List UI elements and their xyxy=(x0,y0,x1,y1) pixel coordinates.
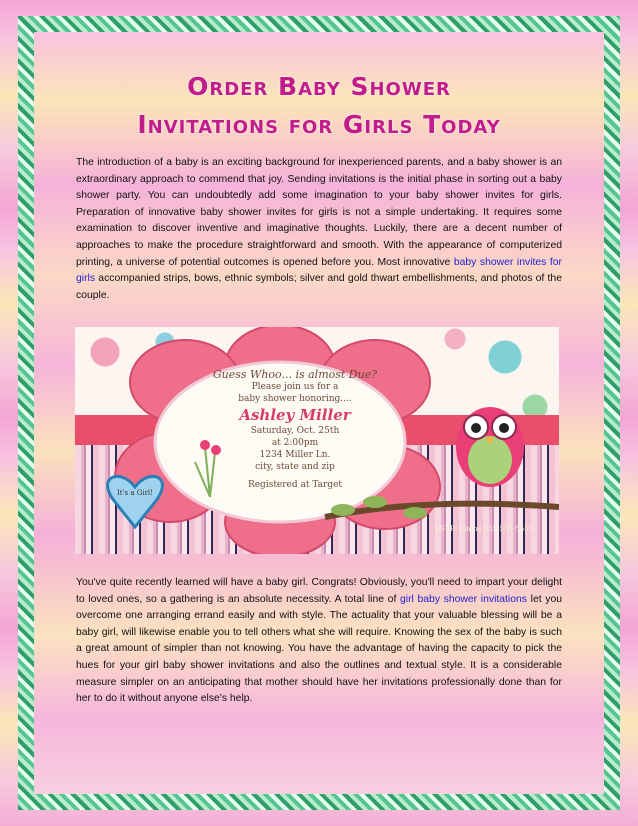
body-paragraph xyxy=(76,575,562,708)
intro-text-after-link: accompanied strips, bows, ethnic symbols; silver and gold thwart embellishments, and photos of the couple. xyxy=(76,273,562,301)
heart-label: It's a Girl! xyxy=(117,489,153,497)
page-title-line2: Invitations for Girls Today xyxy=(137,110,501,139)
invite-line3: baby shower honoring.... xyxy=(238,394,352,404)
invite-time: at 2:00pm xyxy=(271,438,319,448)
page-title-line1: Order Baby Shower xyxy=(187,72,451,101)
invite-address: 1234 Miller Ln. xyxy=(259,450,331,460)
invite-city: city, state and zip xyxy=(255,462,335,472)
body-text-after-link: let you overcome one arranging errand easily and with style. The actuality that your valuable blessing will be a baby girl, will likewise enable you to tell others what she will require. Knowing the sex of the baby is such a great amount of simpler than not knowing. You have the advantage of having the capacity to pick the hues for your girl baby shower invitations and also the outlines and textual style. It is a considerable measure simpler on an anticipating that mother should have her invitations professionally done than for her to do it without anyone else's help. xyxy=(76,593,563,705)
invitation-image xyxy=(75,327,559,554)
baby-shower-invites-link[interactable]: baby shower invites for girls xyxy=(76,256,563,285)
invite-name: Ashley Miller xyxy=(239,406,351,424)
girl-baby-shower-invitations-link[interactable]: girl baby shower invitations xyxy=(399,593,527,605)
intro-text-before-link: The introduction of a baby is an exciting background for inexperienced parents, and a baby shower is an extraordinary approach to commend that joy. Sending invitations is the initial phase in sorting out a baby shower party. You can undoubtedly add some imagination to your baby shower invites for girls. Preparation of innovative baby shower invites for girls is not a simple undertaking. It requires some examination to discover inventive and imaginative thoughts. Luckily, there are a decent number of approaches to make the procedure straightforward and smooth. With the appearance of computerized printing, a universe of potential outcomes is opened before you. Most innovative xyxy=(76,157,562,268)
rsvp-label: RSVP: Elaine 555-555-5555 xyxy=(435,525,534,533)
owl xyxy=(456,407,524,487)
body-text-before-link: You've quite recently learned will have a baby girl. Congrats! Obviously, you'll need to impart your delight to loved ones, so a gathering is an absolute necessity. A total line of xyxy=(76,577,562,605)
invite-registered: Registered at Target xyxy=(247,480,343,490)
invite-line1: Guess Whoo... is almost Due? xyxy=(212,368,378,381)
intro-paragraph xyxy=(76,155,562,304)
invitation-text xyxy=(195,369,395,491)
invite-line2: Please join us for a xyxy=(251,382,339,392)
invite-date: Saturday, Oct. 25th xyxy=(250,426,340,436)
